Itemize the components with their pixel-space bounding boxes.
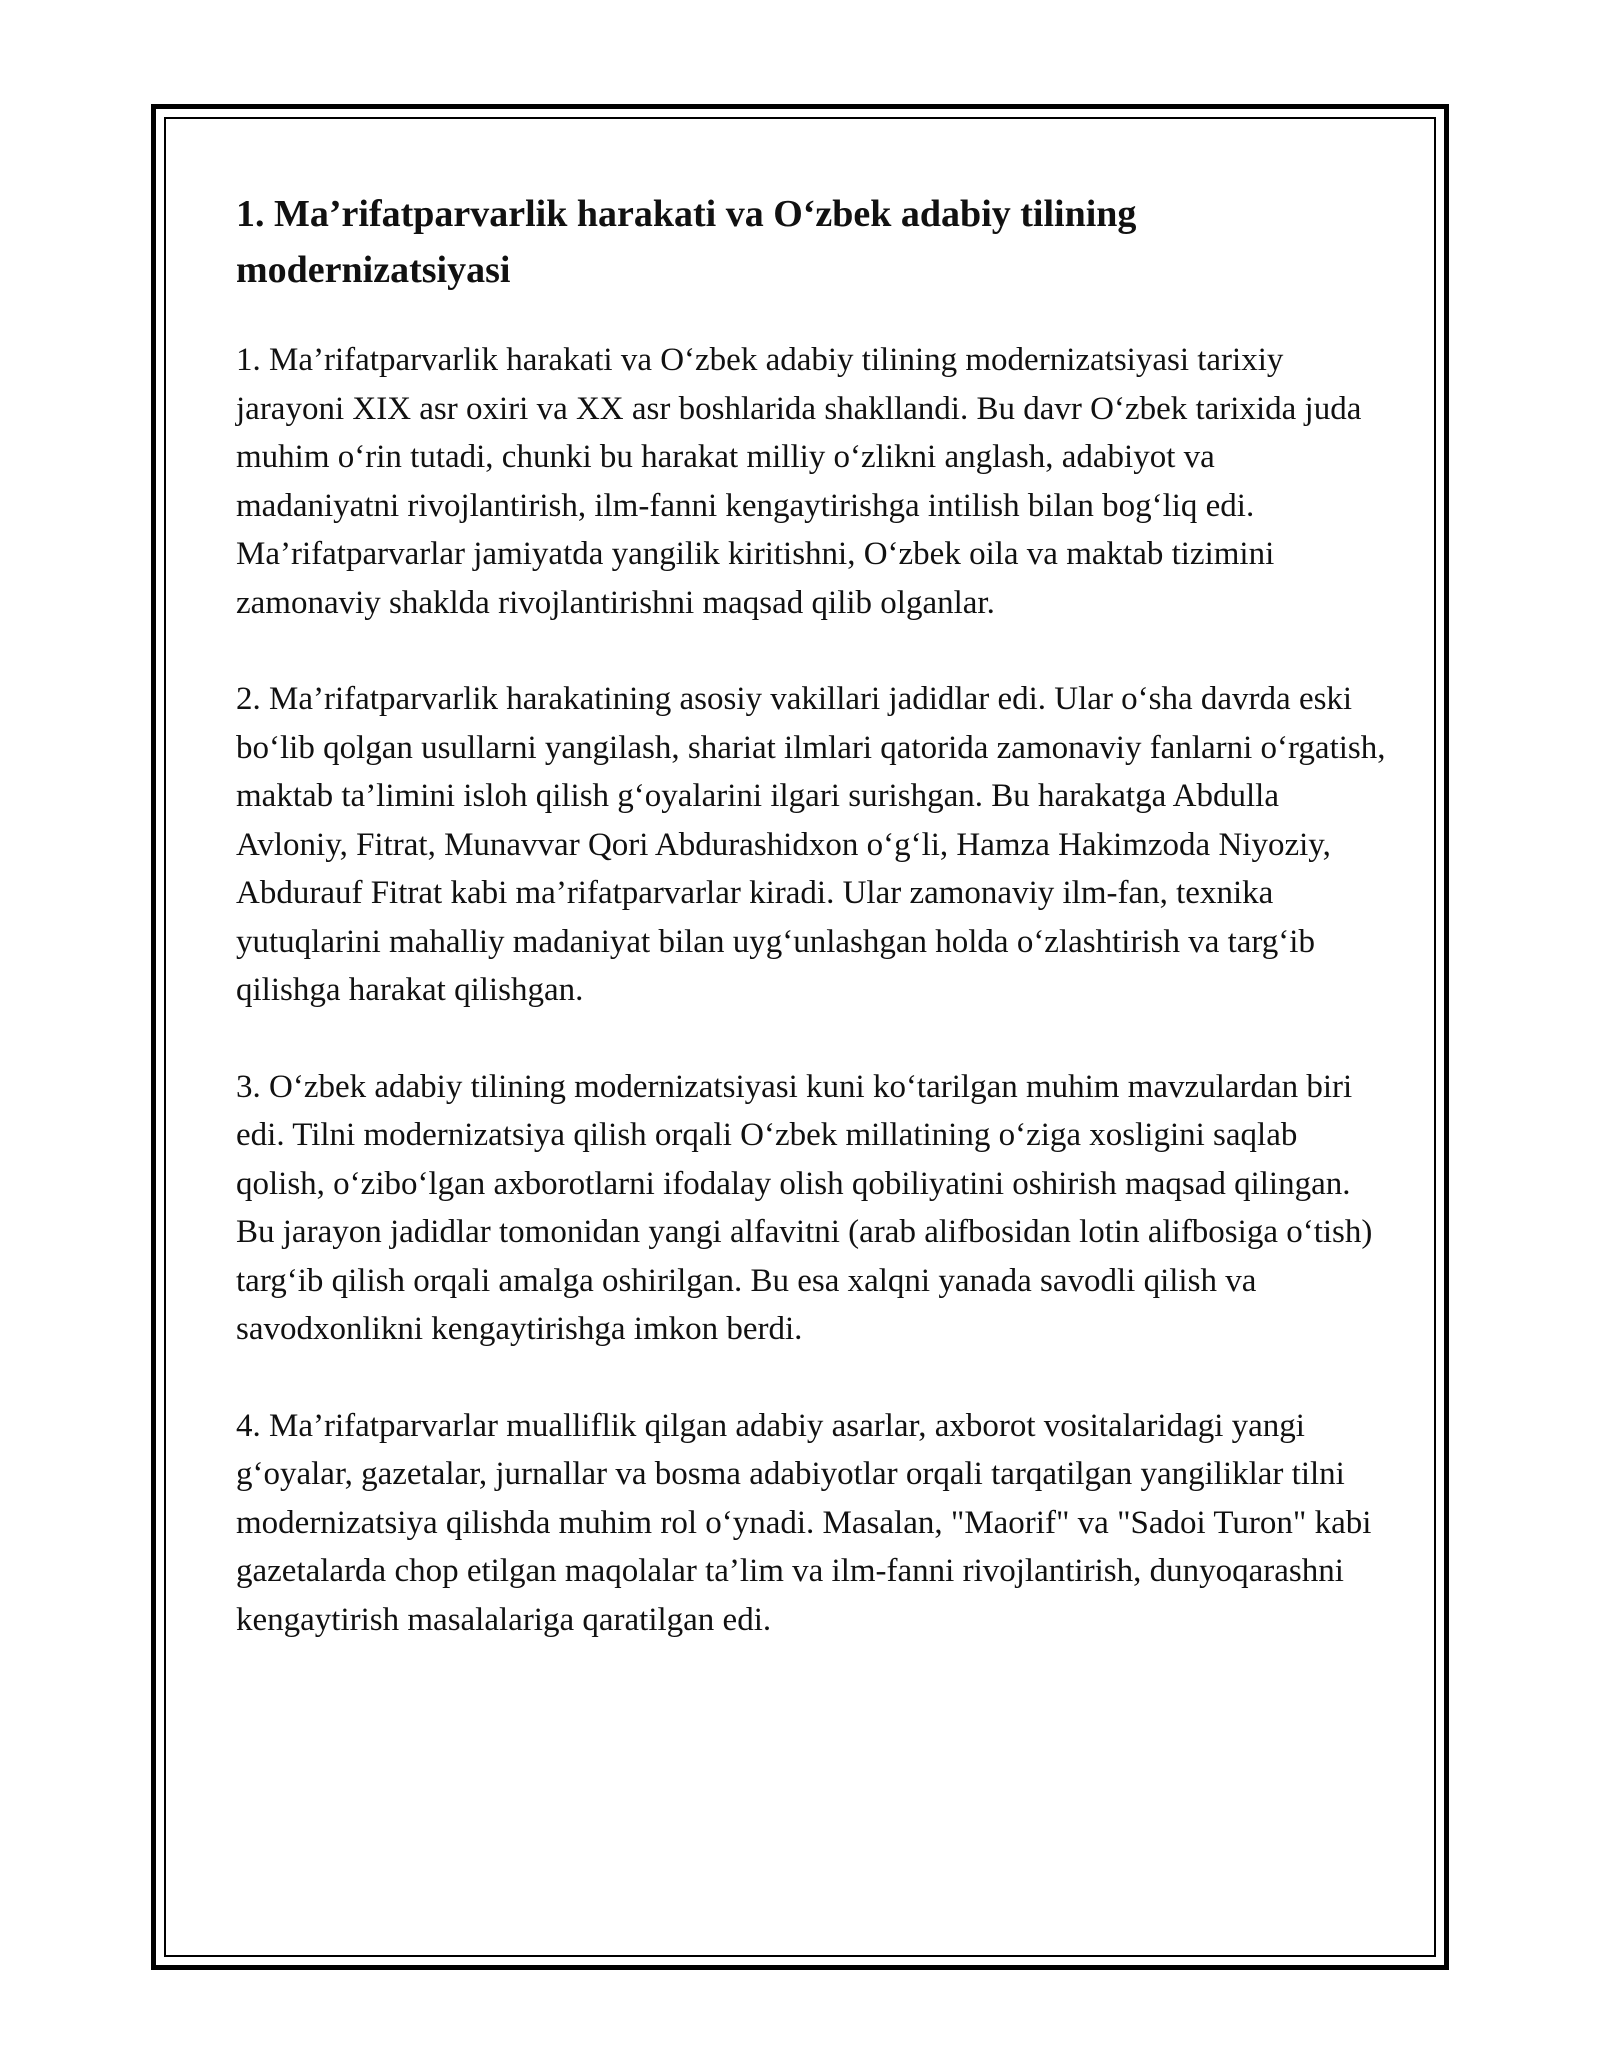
document-title: 1. Ma’rifatparvarlik harakati va O‘zbek adabiy tilining modernizatsiyasi <box>236 193 1137 291</box>
paragraph-4: 4. Ma’rifatparvarlar mualliflik qilgan adabiy asarlar, axborot vositalaridagi yangi g‘oyalar, gazetalar, jurnallar va bosma adabiyotlar orqali tarqatilgan yangiliklar tilni modernizatsiya qilishda muhim rol o‘ynadi. Masalan, "Maorif" va "Sadoi Turon" kabi gazetalarda chop etilgan maqolalar ta’lim va ilm-fanni rivojlantirish, dunyoqarashni kengaytirish masalalariga qaratilgan edi. <box>236 1407 1372 1638</box>
paragraph-3: 3. O‘zbek adabiy tilining modernizatsiyasi kuni ko‘tarilgan muhim mavzulardan biri edi. Tilni modernizatsiya qilish orqali O‘zbek millatining o‘ziga xosligini saqlab qolish, o‘zibo‘lgan axborotlarni ifodalay olish qobiliyatini oshirish maqsad qilingan. Bu jarayon jadidlar tomonidan yangi alfavitni (arab alifbosidan lotin alifbosiga o‘tish) targ‘ib qilish orqali amalga oshirilgan. Bu esa xalqni yanada savodli qilish va savodxonlikni kengaytirishga imkon berdi. <box>236 1068 1373 1347</box>
paragraph-2: 2. Ma’rifatparvarlik harakatining asosiy vakillari jadidlar edi. Ular o‘sha davrda eski bo‘lib qolgan usullarni yangilash, shariat ilmlari qatorida zamonaviy fanlarni o‘rgatish, maktab ta’limini isloh qilish g‘oyalarini ilgari surishgan. Bu harakatga Abdulla Avloniy, Fitrat, Munavvar Qori Abdurashidxon o‘g‘li, Hamza Hakimzoda Niyoziy, Abdurauf Fitrat kabi ma’rifatparvarlar kiradi. Ular zamonaviy ilm-fan, texnika yutuqlarini mahalliy madaniyat bilan uyg‘unlashgan holda o‘zlashtirish va targ‘ib qilishga harakat qilishgan. <box>236 681 1386 1008</box>
document-body <box>236 186 1386 1692</box>
paragraph-1: 1. Ma’rifatparvarlik harakati va O‘zbek adabiy tilining modernizatsiyasi tarixiy jarayoni XIX asr oxiri va XX asr boshlarida shakllandi. Bu davr O‘zbek tarixida juda muhim o‘rin tutadi, chunki bu harakat milliy o‘zlikni anglash, adabiyot va madaniyatni rivojlantirish, ilm-fanni kengaytirishga intilish bilan bog‘liq edi. Ma’rifatparvarlar jamiyatda yangilik kiritishni, O‘zbek oila va maktab tizimini zamonaviy shaklda rivojlantirishni maqsad qilib olganlar. <box>236 342 1362 621</box>
